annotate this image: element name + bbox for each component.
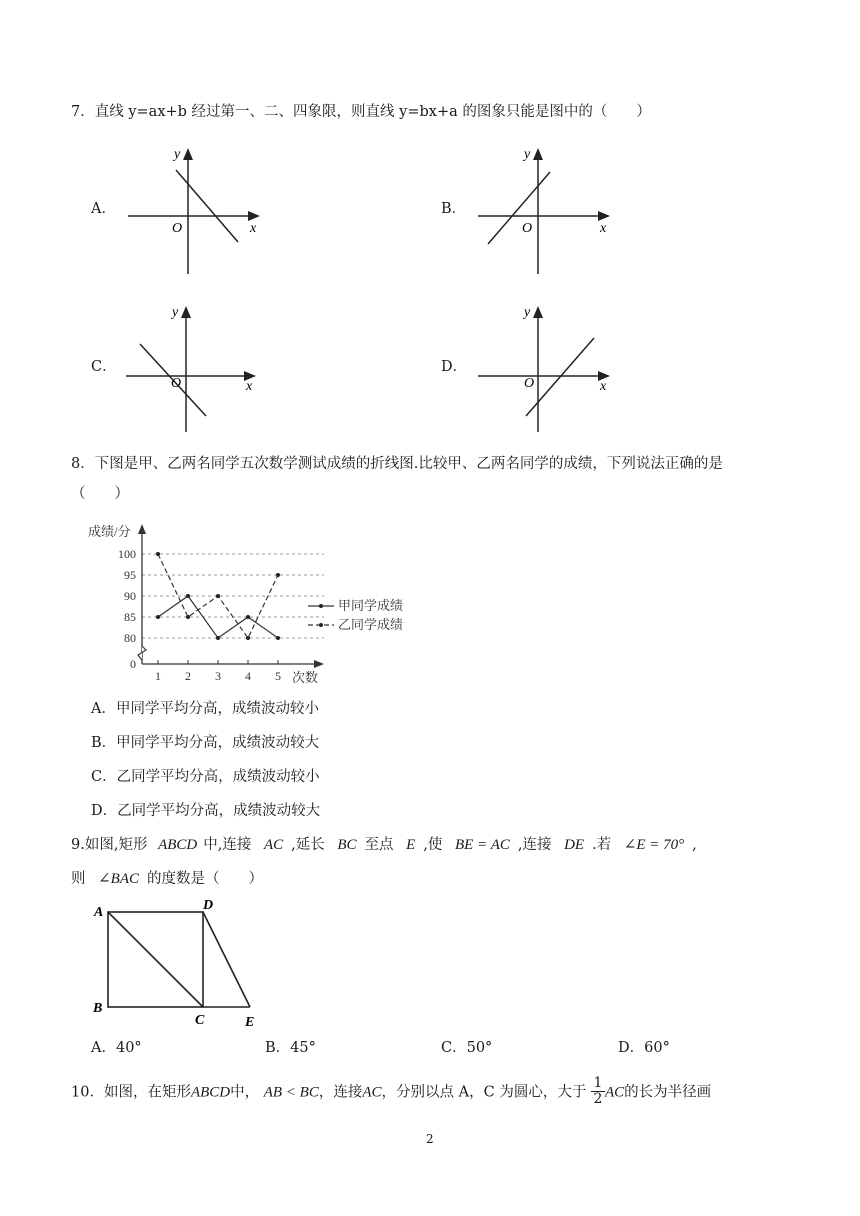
q8-y-tick-label: 90: [124, 589, 136, 603]
q9-math-angle-e: ∠E = 70°: [623, 837, 685, 853]
q9-line2-text-2: 的度数是（ ）: [147, 871, 264, 887]
q7-graph-b-line: [488, 172, 550, 244]
q7-graph-b-y-label: y: [524, 147, 531, 162]
q10-math-ac: AC: [362, 1084, 382, 1101]
q10-text-1: 10．如图，在矩形: [71, 1084, 191, 1101]
q7-option-c-label: C．: [91, 359, 117, 375]
q10-text-4: ，分别以点 A，C 为圆心，大于: [381, 1084, 587, 1101]
q9-num: 9.: [71, 837, 85, 853]
q7-option-b-label: B．: [441, 201, 467, 217]
q9-math-de: DE: [564, 837, 585, 853]
q10-text-5: 的长为半径画: [624, 1084, 712, 1101]
q8-series-1-point: [186, 594, 190, 598]
q9-label-a: A: [94, 905, 104, 920]
q7-graph-c-origin: O: [171, 376, 182, 391]
q7-option-a-label: A．: [91, 201, 116, 217]
q8-y-tick-label: 85: [124, 610, 136, 624]
q10-stem: [71, 1077, 711, 1108]
q8-option-a: A．甲同学平均分高，成绩波动较小: [91, 701, 319, 717]
q8-series-2-point: [246, 636, 250, 640]
q9-segment-de: [203, 912, 250, 1007]
q10-math-ac-2: AC: [604, 1084, 625, 1101]
q9-text-8: ,: [692, 837, 697, 853]
q9-line2-text-1: 则: [71, 871, 86, 887]
q8-line-chart: [88, 518, 428, 688]
q7-graph-d-x-label: x: [600, 379, 607, 394]
q9-label-b: B: [93, 1001, 103, 1016]
q8-legend-2-marker: [319, 623, 323, 627]
q8-series-1-point: [156, 615, 160, 619]
q9-text-2: 中,连接: [203, 837, 252, 853]
q8-option-c: C．乙同学平均分高，成绩波动较小: [91, 769, 320, 785]
q8-series-1-point: [246, 615, 250, 619]
q7-graph-a-y-label: y: [174, 147, 181, 162]
q8-axis-break: [138, 646, 146, 660]
q10-math-abcd: ABCD: [190, 1084, 231, 1101]
q9-label-e: E: [245, 1015, 255, 1030]
q7-graph-a-x-label: x: [250, 221, 257, 236]
q7-graph-c: [120, 298, 270, 438]
q9-math-angle-bac: ∠BAC: [98, 871, 140, 887]
q7-graph-b: [470, 140, 620, 280]
q8-stem-paren: （ ）: [71, 486, 129, 502]
q8-option-b: B．甲同学平均分高，成绩波动较大: [91, 735, 320, 751]
q9-stem-line1: [71, 836, 697, 854]
q8-y-tick-label: 100: [118, 547, 136, 561]
q7-graph-d-y-label: y: [524, 305, 531, 320]
q8-x-tick-label: 4: [245, 669, 251, 683]
q9-math-be-eq-ac: BE = AC: [455, 837, 510, 853]
q7-option-d-label: D．: [441, 359, 468, 375]
q9-text-7: .若: [592, 837, 612, 853]
q9-text-5: ,使: [423, 837, 443, 853]
q8-legend-2-label: 乙同学成绩: [338, 617, 404, 632]
q8-series-1-line: [158, 596, 278, 638]
q9-option-c: C．50°: [441, 1040, 493, 1056]
q8-x-tick-label: 2: [185, 669, 191, 683]
q8-origin-label: 0: [130, 657, 136, 671]
q8-legend-1-label: 甲同学成绩: [338, 598, 404, 613]
q8-x-tick-label: 1: [155, 669, 161, 683]
q10-math-ab-lt-bc: AB < BC: [263, 1084, 319, 1101]
q7-graph-d-origin: O: [524, 376, 535, 391]
q8-legend-1-marker: [319, 604, 323, 608]
q9-label-d: D: [203, 898, 214, 913]
q10-text-3: ，连接: [318, 1084, 363, 1101]
q8-series-1-point: [216, 636, 220, 640]
q9-rectangle-figure: [88, 896, 278, 1036]
q9-math-ac: AC: [263, 837, 284, 853]
q7-graph-a-line: [176, 170, 238, 242]
q7-graph-b-x-label: x: [600, 221, 607, 236]
q9-math-abcd: ABCD: [158, 837, 198, 853]
q8-stem: 8．下图是甲、乙两名同学五次数学测试成绩的折线图.比较甲、乙两名同学的成绩，下列说法正确的是: [71, 456, 723, 472]
q8-x-axis-arrow: [314, 660, 324, 668]
q9-option-d: D．60°: [618, 1040, 670, 1056]
q9-math-bc: BC: [337, 837, 357, 853]
q9-diagonal-ac: [108, 912, 203, 1007]
q8-x-tick-label: 5: [275, 669, 281, 683]
q8-series-1-point: [276, 636, 280, 640]
q7-graph-d-line: [526, 338, 594, 416]
q8-series-2-point: [156, 552, 160, 556]
q8-x-axis-label: 次数: [292, 670, 319, 685]
q7-graph-d: [470, 298, 620, 438]
q9-stem-line2: [71, 870, 263, 888]
q7-graph-c-y-label: y: [172, 305, 179, 320]
q8-y-axis-arrow: [138, 524, 146, 534]
q8-option-d: D．乙同学平均分高，成绩波动较大: [91, 803, 321, 819]
q8-series-2-point: [276, 573, 280, 577]
q7-graph-c-x-label: x: [246, 379, 253, 394]
q7-stem: 7．直线 y=ax+b 经过第一、二、四象限，则直线 y=bx+a 的图象只能是图中的（ ）: [71, 104, 651, 120]
q9-math-e: E: [406, 837, 416, 853]
q9-label-c: C: [195, 1013, 205, 1028]
q10-fraction-half: [591, 1076, 605, 1107]
q9-text-1: 如图,矩形: [84, 837, 148, 853]
q7-graph-a: [120, 140, 270, 280]
q8-series-2-point: [216, 594, 220, 598]
q10-frac-den: 2: [593, 1091, 603, 1107]
q10-frac-num: 1: [591, 1076, 605, 1092]
q8-series-2-point: [186, 615, 190, 619]
q10-text-2: 中，: [230, 1084, 260, 1101]
q7-graph-a-origin: O: [172, 221, 183, 236]
q9-text-6: ,连接: [517, 837, 552, 853]
q7-graph-b-origin: O: [522, 221, 533, 236]
q9-text-3: ,延长: [291, 837, 325, 853]
page-number: 2: [426, 1132, 434, 1146]
q8-y-axis-label: 成绩/分: [88, 524, 131, 539]
q8-x-tick-label: 3: [215, 669, 221, 683]
q9-option-a: A．40°: [91, 1040, 142, 1056]
q8-y-tick-label: 80: [124, 631, 136, 645]
q9-option-b: B．45°: [265, 1040, 316, 1056]
q8-y-tick-label: 95: [124, 568, 136, 582]
q9-text-4: 至点: [364, 837, 394, 853]
